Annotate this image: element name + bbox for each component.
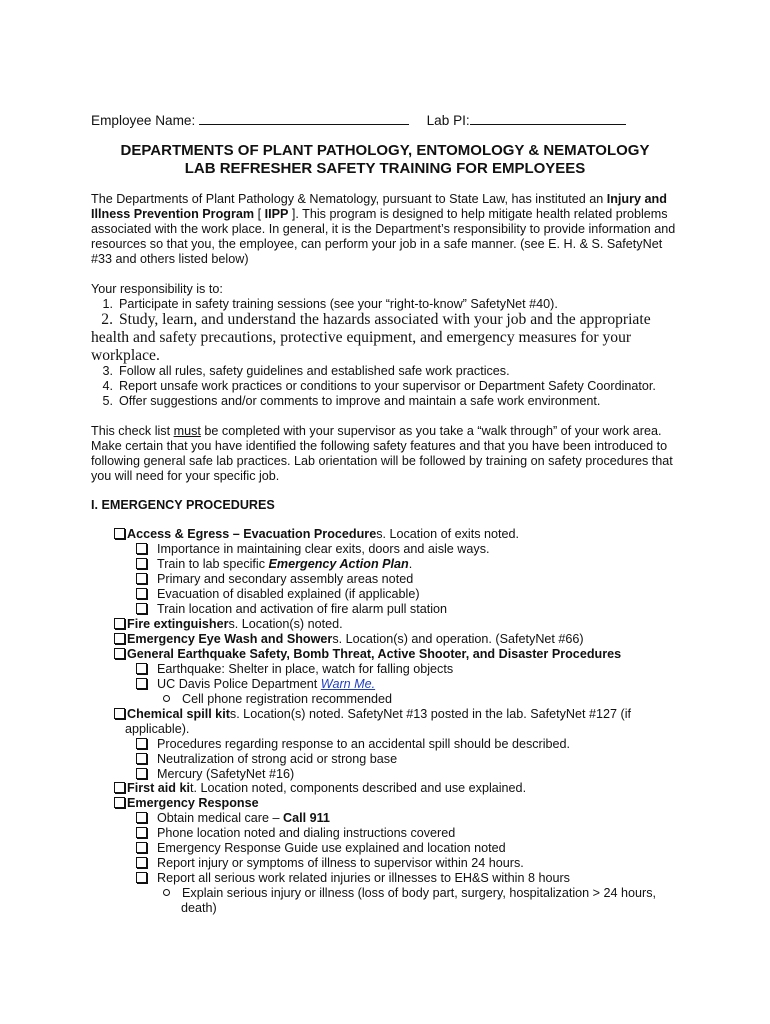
intro-text-3: ]. This program is designed to help mitigate health related problems associated with the work place. In general, it is the Department’s responsibility to provide information and resources so that you, the employee, can perform your job in a safe manner. (see E. H. & S. SafetyNet #33 and others listed below) xyxy=(91,206,676,266)
iipp-name: Injury and Illness Prevention Program xyxy=(91,192,667,221)
checkbox-icon[interactable] xyxy=(136,753,147,764)
checkbox-icon[interactable] xyxy=(114,528,125,539)
responsibility-item-2: 2. Study, learn, and understand the hazards associated with your job and the appropriate health and safety precautions, protective equipment, and emergency measures for your workplace. xyxy=(91,311,651,364)
check-emergency-response[interactable]: Emergency Response xyxy=(114,796,259,811)
check-first-aid[interactable]: First aid kit. Location noted, components described and use explained. xyxy=(114,781,526,796)
checkbox-icon[interactable] xyxy=(114,708,125,719)
check-access-egress[interactable]: Access & Egress – Evacuation Procedures. Location of exits noted. xyxy=(114,527,519,542)
lab-pi-field[interactable] xyxy=(470,110,626,125)
check-fire-extinguishers[interactable]: Fire extinguishers. Location(s) noted. xyxy=(114,617,343,632)
checkbox-icon[interactable] xyxy=(136,573,147,584)
circle-bullet-icon xyxy=(163,695,170,702)
intro-text-1: The Departments of Plant Pathology & Nematology, pursuant to State Law, has instituted an xyxy=(91,192,607,206)
intro-paragraph xyxy=(91,192,681,267)
check-report-serious[interactable]: Report all serious work related injuries or illnesses to EH&S within 8 hours xyxy=(136,871,570,886)
responsibility-heading: Your responsibility is to: xyxy=(91,282,223,296)
check-phone-location[interactable]: Phone location noted and dialing instructions covered xyxy=(136,826,455,841)
employee-name-field[interactable] xyxy=(199,110,409,125)
checkbox-icon[interactable] xyxy=(136,738,147,749)
check-call-911[interactable]: Obtain medical care – Call 911 xyxy=(136,811,330,826)
intro-text-2: [ xyxy=(254,206,265,221)
check-earthquake[interactable]: Earthquake: Shelter in place, watch for falling objects xyxy=(136,662,453,677)
checkbox-icon[interactable] xyxy=(136,857,147,868)
check-mercury[interactable]: Mercury (SafetyNet #16) xyxy=(136,767,294,782)
checkbox-icon[interactable] xyxy=(136,588,147,599)
checklist-intro-paragraph xyxy=(91,424,681,484)
warn-me-link[interactable]: Warn Me. xyxy=(320,677,376,691)
cell-phone-note: Cell phone registration recommended xyxy=(163,692,392,707)
title-line-1: DEPARTMENTS OF PLANT PATHOLOGY, ENTOMOLOGY & NEMATOLOGY xyxy=(120,142,650,159)
serious-injury-note: Explain serious injury or illness (loss of body part, surgery, hospitalization > 24 hours, xyxy=(163,886,656,901)
employee-name-label: Employee Name: xyxy=(91,113,196,128)
title-line-2: LAB REFRESHER SAFETY TRAINING FOR EMPLOYEES xyxy=(184,160,586,177)
responsibility-item-4: 4. Report unsafe work practices or conditions to your supervisor or Department Safety Coordinator. xyxy=(102,379,656,393)
checklist-text-2: be completed with your supervisor as you take a “walk through” of your work area. Make certain that you have identified the following safety features and that you have been introduced to following general safe lab practices. Lab orientation will be followed by training on safety procedures that you will need for your specific job. xyxy=(91,424,673,483)
check-fire-alarm[interactable]: Train location and activation of fire alarm pull station xyxy=(136,602,447,617)
check-chemical-spill[interactable]: Chemical spill kits. Location(s) noted. SafetyNet #13 posted in the lab. SafetyNet #127 (if xyxy=(114,707,631,722)
check-eye-wash[interactable]: Emergency Eye Wash and Showers. Location(s) and operation. (SafetyNet #66) xyxy=(114,632,584,647)
responsibility-item-5: 5. Offer suggestions and/or comments to improve and maintain a safe work environment. xyxy=(102,394,601,408)
check-general-procedures[interactable]: General Earthquake Safety, Bomb Threat, Active Shooter, and Disaster Procedures xyxy=(114,647,621,662)
checkbox-icon[interactable] xyxy=(114,797,125,808)
checkbox-icon[interactable] xyxy=(136,603,147,614)
responsibility-item-3: 3. Follow all rules, safety guidelines and established safe work practices. xyxy=(102,364,510,378)
checkbox-icon[interactable] xyxy=(114,782,125,793)
employee-header xyxy=(91,110,626,129)
checklist-text-1: This check list xyxy=(91,424,174,438)
section-heading-emergency: I. EMERGENCY PROCEDURES xyxy=(91,498,275,512)
check-neutralization[interactable]: Neutralization of strong acid or strong base xyxy=(136,752,397,767)
check-emergency-action-plan[interactable]: Train to lab specific Emergency Action Plan. xyxy=(136,557,412,572)
checkbox-icon[interactable] xyxy=(136,663,147,674)
iipp-acronym: IIPP xyxy=(264,206,289,221)
check-assembly-areas[interactable]: Primary and secondary assembly areas noted xyxy=(136,572,413,587)
check-evacuation-disabled[interactable]: Evacuation of disabled explained (if applicable) xyxy=(136,587,420,602)
check-clear-exits[interactable]: Importance in maintaining clear exits, doors and aisle ways. xyxy=(136,542,490,557)
checkbox-icon[interactable] xyxy=(136,842,147,853)
checkbox-icon[interactable] xyxy=(114,648,125,659)
responsibility-item-1: 1. Participate in safety training sessions (see your “right-to-know” SafetyNet #40). xyxy=(102,297,558,311)
chemical-spill-continued: applicable). xyxy=(125,722,190,736)
checkbox-icon[interactable] xyxy=(136,678,147,689)
checkbox-icon[interactable] xyxy=(136,872,147,883)
serious-injury-note-cont: death) xyxy=(181,901,217,915)
check-spill-procedures[interactable]: Procedures regarding response to an accidental spill should be described. xyxy=(136,737,570,752)
check-response-guide[interactable]: Emergency Response Guide use explained and location noted xyxy=(136,841,506,856)
lab-pi-label: Lab PI: xyxy=(426,113,470,128)
checkbox-icon[interactable] xyxy=(114,633,125,644)
checkbox-icon[interactable] xyxy=(136,768,147,779)
checkbox-icon[interactable] xyxy=(136,543,147,554)
checkbox-icon[interactable] xyxy=(136,827,147,838)
circle-bullet-icon xyxy=(163,889,170,896)
must-underlined: must xyxy=(173,424,201,438)
checkbox-icon[interactable] xyxy=(136,812,147,823)
checkbox-icon[interactable] xyxy=(114,618,125,629)
check-report-injury[interactable]: Report injury or symptoms of illness to supervisor within 24 hours. xyxy=(136,856,524,871)
checkbox-icon[interactable] xyxy=(136,558,147,569)
check-warn-me[interactable]: UC Davis Police Department Warn Me. xyxy=(136,677,375,692)
